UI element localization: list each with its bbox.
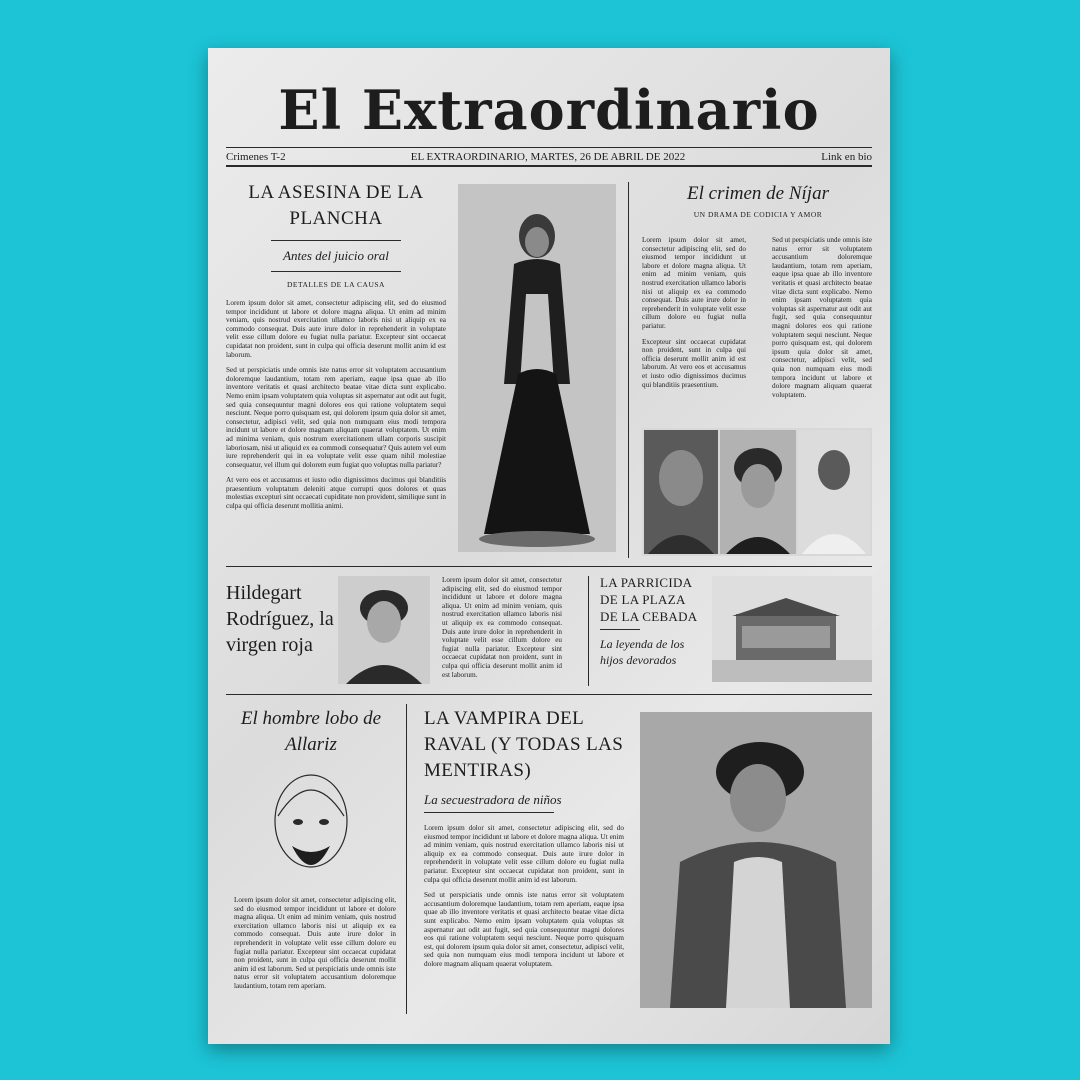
cebada-divider xyxy=(600,629,640,630)
plancha-paragraph: Sed ut perspiciatis unde omnis iste natus error sit voluptatem accusantium doloremque laudantium, totam rem aperiam, eaque ipsa quae ab illo inventore veritatis et quasi architecto beatae vitae dicta sunt explicabo. Nemo enim ipsam voluptatem quia voluptas sit aspernatur aut odit aut fugit, sed quia consequuntur magni dolores eos qui ratione voluptatem sequi nesciunt. Neque porro quisquam est, qui dolorem ipsum quia dolor sit amet, consectetur, adipisci velit, sed quia non numquam eius modi tempora incidunt ut labore et dolore magnam aliquam quaerat voluptatem. Ut enim ad minima veniam, quis nostrum exercitationem ullam corporis suscipit laboriosam, nisi ut aliquid ex ea commodi consequatur? Quis autem vel eum iure reprehenderit qui in ea voluptate velit esse quam nihil molestiae consequatur, vel illum qui dolorem eum fugiat quo voluptas nulla pariatur? xyxy=(226,366,446,469)
nijar-paragraph: Lorem ipsum dolor sit amet, consectetur adipiscing elit, sed do eiusmod tempor incididunt ut labore et dolore magna aliqua. Ut enim ad minim veniam, quis nostrud exercitation ullamco laboris nisi ut aliquip ex ea commodo consequat. Duis aute irure dolor in reprehenderit in voluptate velit esse cillum dolore eu fugiat nulla pariatur. xyxy=(642,236,746,330)
illustration-hombre-lobo xyxy=(256,766,366,886)
hildegart-body: Lorem ipsum dolor sit amet, consectetur adipiscing elit, sed do eiusmod tempor incididunt ut labore et dolore magna aliqua. Ut enim ad minim veniam, quis nostrud exercitation ullamco laboris nisi ut aliquip ex ea commodo consequat. Duis aute irure dolor in reprehenderit in voluptate velit esse cillum dolore eu fugiat nulla pariatur. Excepteur sint occaecat cupidatat non proident, sunt in culpa qui officia deserunt mollit anim id est laborum. xyxy=(442,576,562,679)
plancha-divider xyxy=(271,240,401,241)
photo-hildegart xyxy=(338,576,430,684)
woman-standing-illustration xyxy=(458,184,616,552)
photo-woman-standing xyxy=(458,184,616,552)
article-plancha xyxy=(226,180,446,518)
nijar-paragraph: Sed ut perspiciatis unde omnis iste natus error sit voluptatem accusantium doloremque laudantium, totam rem aperiam, eaque ipsa quae ab illo inventore veritatis et quasi architecto beatae vitae dicta sunt explicabo. Nemo enim ipsam voluptatem quia voluptas sit aspernatur aut odit aut fugit, sed quia consequuntur magni dolores eos qui ratione voluptatem sequi nesciunt. Neque porro quisquam est, qui dolorem ipsum quia dolor sit amet, consectetur, adipisci velit, sed quia non numquam eius modi tempora incidunt ut labore et dolore magnam aliquam quaerat voluptatem. xyxy=(772,236,872,399)
nijar-paragraph: Excepteur sint occaecat cupidatat non proident, sunt in culpa qui officia deserunt mollit anim id est laborum. At vero eos et accusamus et iusto odio dignissimos ducimus qui blanditiis praesentium. xyxy=(642,337,746,389)
masthead-rule-bottom xyxy=(226,165,872,167)
vampira-body xyxy=(424,824,624,976)
nijar-kicker: UN DRAMA DE CODICIA Y AMOR xyxy=(693,210,823,219)
photo-vampira xyxy=(640,712,872,1008)
plancha-subhead: Antes del juicio oral xyxy=(283,248,389,263)
meta-left: Crimenes T-2 xyxy=(226,151,286,163)
vampira-portrait-illustration xyxy=(640,712,872,1008)
lobo-headline: El hombre lobo de Allariz xyxy=(240,708,382,755)
hildegart-headline: Hildegart Rodríguez, la virgen roja xyxy=(226,582,334,656)
market-building-illustration xyxy=(712,576,872,682)
vampira-paragraph: Lorem ipsum dolor sit amet, consectetur adipiscing elit, sed do eiusmod tempor incididunt ut labore et dolore magna aliqua. Ut enim ad minim veniam, quis nostrud exercitation ullamco laboris nisi ut aliquip ex ea commodo consequat. Duis aute irure dolor in reprehenderit in voluptate velit esse cillum dolore eu fugiat nulla pariatur. Excepteur sint occaecat cupidatat non proident, sunt in culpa qui officia deserunt mollit anim id est laborum. xyxy=(424,824,624,884)
article-cebada xyxy=(600,574,704,668)
plancha-section-label: DETALLES DE LA CAUSA xyxy=(287,280,385,289)
meta-date: EL EXTRAORDINARIO, MARTES, 26 DE ABRIL DE 2022 xyxy=(410,151,686,163)
plancha-paragraph: Lorem ipsum dolor sit amet, consectetur adipiscing elit, sed do eiusmod tempor incididunt ut labore et dolore magna aliqua. Ut enim ad minim veniam, quis nostrud exercitation ullamco laboris nisi ut aliquip ex ea commodo consequat. Duis aute irure dolor in reprehenderit in voluptate velit esse cillum dolore eu fugiat nulla pariatur. Excepteur sint occaecat cupidatat non proident, sunt in culpa qui officia deserunt mollit anim id est laborum. xyxy=(226,299,446,359)
article-vampira xyxy=(424,706,624,813)
masthead-rule-top xyxy=(226,147,872,148)
column-divider-1 xyxy=(628,182,629,558)
hildegart-portrait-illustration xyxy=(338,576,430,684)
section-rule-2 xyxy=(226,694,872,695)
newspaper-page xyxy=(208,48,890,1044)
masthead-title: El Extraordinario xyxy=(278,78,820,142)
photo-plaza-cebada xyxy=(712,576,872,682)
cebada-headline: LA PARRICIDA DE LA PLAZA DE LA CEBADA xyxy=(600,575,698,624)
nijar-col-2 xyxy=(772,236,872,406)
photo-nijar-trio xyxy=(642,428,872,556)
vampira-subhead: La secuestradora de niños xyxy=(424,792,562,807)
vampira-headline: LA VAMPIRA DEL RAVAL (Y TODAS LAS MENTIRAS) xyxy=(424,708,624,781)
section-rule-1 xyxy=(226,566,872,567)
vampira-paragraph: Sed ut perspiciatis unde omnis iste natus error sit voluptatem accusantium doloremque laudantium, totam rem aperiam, eaque ipsa quae ab illo inventore veritatis et quasi architecto beatae vitae dicta sunt explicabo. Nemo enim ipsam voluptatem quia voluptas sit aspernatur aut odit aut fugit, sed quia consequuntur magni dolores eos qui ratione voluptatem sequi nesciunt. Neque porro quisquam est, qui dolorem ipsum quia dolor sit amet, consectetur, adipisci velit, sed quia non numquam eius modi tempora incidunt ut labore et dolore magnam aliquam quaerat voluptatem. xyxy=(424,891,624,968)
vampira-divider xyxy=(424,812,554,813)
plancha-divider-2 xyxy=(271,271,401,272)
meta-right: Link en bio xyxy=(821,151,872,163)
lobo-body: Lorem ipsum dolor sit amet, consectetur adipiscing elit, sed do eiusmod tempor incididunt ut labore et dolore magna aliqua. Ut enim ad minim veniam, quis nostrud exercitation ullamco laboris nisi ut aliquip ex ea commodo consequat. Duis aute irure dolor in reprehenderit in voluptate velit esse cillum dolore eu fugiat nulla pariatur. Excepteur sint occaecat cupidatat non proident, sunt in culpa qui officia deserunt mollit anim id est laborum. Sed ut perspiciatis unde omnis iste natus error sit voluptatem accusantium doloremque laudantium, totam rem aperiam. xyxy=(234,896,396,990)
column-divider-2 xyxy=(588,576,589,686)
nijar-headline: El crimen de Níjar xyxy=(687,183,829,204)
article-nijar xyxy=(640,182,876,219)
nijar-col-1 xyxy=(642,236,746,396)
plancha-body xyxy=(226,299,446,511)
plancha-headline: LA ASESINA DE LA PLANCHA xyxy=(248,182,424,229)
plancha-paragraph: At vero eos et accusamus et iusto odio dignissimos ducimus qui blanditiis praesentium voluptatum deleniti atque corrupti quos dolores et quas molestias excepturi sint occaecati cupiditate non provident, similique sunt in culpa qui officia deserunt mollitia animi. xyxy=(226,476,446,511)
cebada-subhead: La leyenda de los hijos devorados xyxy=(600,637,685,667)
lobo-sketch-illustration xyxy=(256,766,366,886)
column-divider-3 xyxy=(406,704,407,1014)
nijar-portraits-illustration xyxy=(642,428,872,556)
